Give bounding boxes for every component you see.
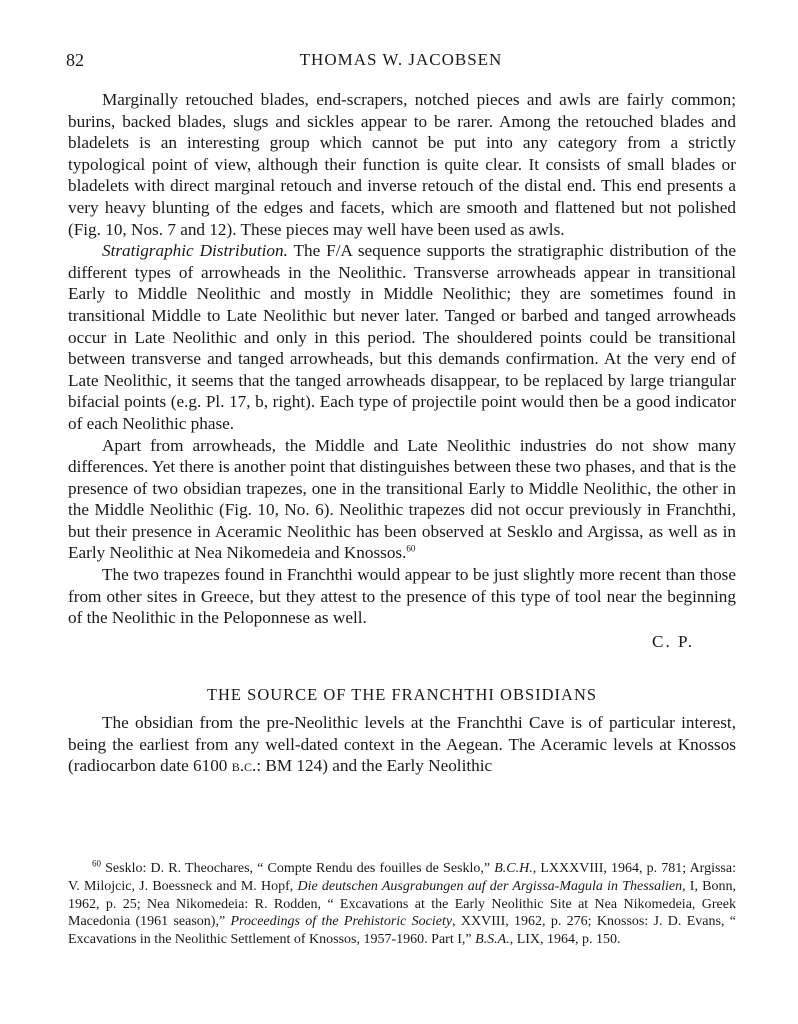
paragraph-obsidian-source [68, 712, 736, 777]
author-initials: C. P. [651, 631, 694, 651]
footnote-text: Sesklo: D. R. Theochares, “ Compte Rendu des fouilles de Sesklo,” [101, 861, 495, 876]
run-in-heading: Stratigraphic Distribution. [102, 241, 288, 261]
paragraph-text: The F/A sequence supports the stratigraphic distribution of the different types of arrowheads in the Neolithic. Transverse arrowheads appear in transitional Early to Middle Neolithic and mostly in Middle Neolithic; they are sometimes found in transitional Middle to Late Neolithic but never later. Tanged or barbed and tanged arrowheads occur in Late Neolithic and only in this period. The shouldered points could be transitional between transverse and tanged arrowheads, but this demands confirmation. At the very end of Late Neolithic, it seems that the tanged arrowheads disappear, to be replaced by large triangular bifacial points (e.g. Pl. 17, b, right). Each type of projectile point would then be a good indicator of each Neolithic phase. [68, 241, 736, 433]
page-number: 82 [66, 50, 84, 70]
running-head [66, 50, 736, 74]
paragraph-text: The obsidian from the pre-Neolithic levels at the Franchthi Cave is of particular interest, being the earliest from any well-dated context in the Aegean. The Aceramic levels at Knossos (radiocarbon date 6100 [68, 713, 736, 776]
body-text [68, 89, 736, 777]
section-heading: THE SOURCE OF THE FRANCHTHI OBSIDIANS [206, 685, 598, 705]
paragraph-trapezes-dating: The two trapezes found in Franchthi would appear to be just slightly more recent than those from other sites in Greece, but they attest to the presence of this type of tool near the beginning of the Neolithic in the Peloponnese as well. [68, 565, 736, 628]
footnote-reference[interactable]: 60 [406, 543, 416, 554]
footnote-text: , LXXXVIII, 1964, p. 781; Argissa: V. Milojcic, J. Boessneck and M. Hopf, [68, 861, 736, 894]
footnote-text: , LIX, 1964, p. 150. [509, 932, 621, 948]
citation-title: Proceedings of the Prehistoric Society [230, 914, 453, 930]
footnote-60 [68, 860, 736, 949]
bc-abbreviation: b.c. [231, 756, 257, 776]
paragraph-text: Apart from arrowheads, the Middle and Late Neolithic industries do not show many differences. Yet there is another point that distinguishes between these two phases, and that is the presence of two obsidian trapezes, one in the transitional Early to Middle Neolithic, the other in the Middle Neolithic (Fig. 10, No. 6). Neolithic trapezes did not occur previously in Franchthi, but their presence in Aceramic Neolithic has been observed at Sesklo and Argissa, as well as in Early Neolithic at Nea Nikomedeia and Knossos. [68, 435, 736, 563]
citation-title: B.S.A. [475, 932, 510, 948]
footnote-text: , XXVIII, 1962, p. 276; Knossos: J. D. Evans, “ Excavations in the Neolithic Settlement of Knossos, 1957-1960. Part I,” [68, 914, 736, 948]
running-head-author: THOMAS W. JACOBSEN [299, 50, 503, 69]
paragraph-text: : BM 124) and the Early Neolithic [256, 756, 493, 776]
paragraph-awls: Marginally retouched blades, end-scrapers, notched pieces and awls are fairly common; burins, backed blades, slugs and sickles appear to be rarer. Among the retouched blades and bladelets is an interesting group which cannot be put into any category from a strictly typological point of view, although their function is quite clear. It consists of small blades or bladelets with direct marginal retouch and inverse retouch of the distal end. This end presents a very heavy blunting of the edges and facets, which are smooth and flattened but not polished (Fig. 10, Nos. 7 and 12). These pieces may well have been used as awls. [68, 90, 736, 239]
footnote-text: , I, Bonn, 1962, p. 25; Nea Nikomedeia: R. Rodden, “ Excavations at the Early Neolithic Site at Nea Nikomedeia, Greek Macedonia (1961 season),” [68, 878, 737, 930]
citation-title: B.C.H. [494, 861, 533, 876]
footnote-number: 60 [92, 858, 101, 869]
citation-title: Die deutschen Ausgrabungen auf der Argissa-Magula in Thessalien [297, 878, 683, 894]
paragraph-stratigraphic-distribution [68, 240, 736, 434]
paragraph-trapezes [68, 435, 736, 565]
